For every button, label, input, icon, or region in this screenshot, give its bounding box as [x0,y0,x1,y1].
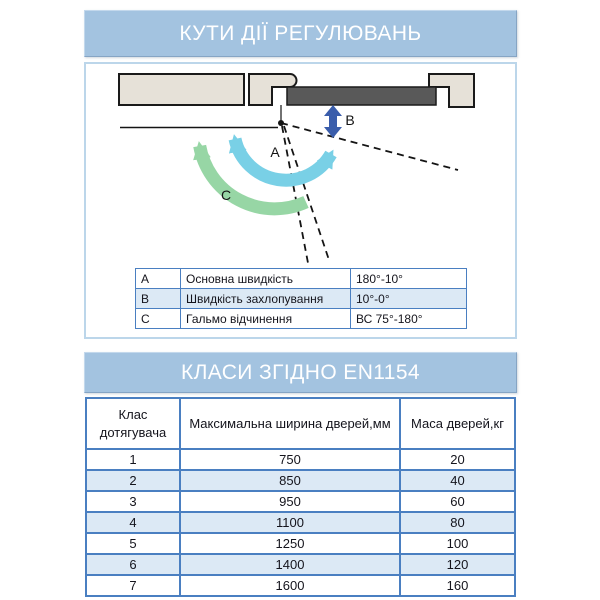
classes-section-title: КЛАСИ ЗГІДНО EN1154 [84,352,517,393]
classes-row [86,470,515,491]
classes-cell: 2 [86,470,180,491]
diagram-label-a: A [270,144,280,160]
classes-table-body [86,449,515,596]
en1154-classes-table [85,397,516,597]
classes-cell: 120 [400,554,515,575]
classes-table-wrap [85,397,516,597]
classes-cell: 850 [180,470,400,491]
wall-left [119,74,244,105]
legend-row [136,289,467,309]
classes-cell: 5 [86,533,180,554]
legend-cell: A [136,269,181,289]
classes-cell: 80 [400,512,515,533]
header-class: Клас дотягувача [86,398,180,449]
classes-cell: 1600 [180,575,400,596]
closed-angle-dashed-line-1 [282,126,308,263]
classes-cell: 4 [86,512,180,533]
legend-cell: 10°-0° [351,289,467,309]
latch-angle-dashed-line [281,123,458,170]
classes-cell: 1250 [180,533,400,554]
classes-row [86,449,515,470]
header-max-width: Максимальна ширина дверей,мм [180,398,400,449]
classes-row [86,491,515,512]
diagram-label-b: B [345,112,355,128]
classes-cell: 950 [180,491,400,512]
arrow-a-arc [235,139,331,180]
legend-row [136,269,467,289]
classes-cell: 40 [400,470,515,491]
classes-cell: 100 [400,533,515,554]
diagram-label-c: C [220,187,232,203]
legend-cell: Основна швидкість [181,269,351,289]
classes-row [86,533,515,554]
classes-cell: 3 [86,491,180,512]
classes-cell: 1400 [180,554,400,575]
angles-section-title: КУТИ ДІЇ РЕГУЛЮВАНЬ [84,10,517,57]
door-leaf [287,87,436,105]
legend-cell: Гальмо відчинення [181,309,351,329]
classes-cell: 160 [400,575,515,596]
classes-cell: 60 [400,491,515,512]
legend-cell: Швидкість захлопування [181,289,351,309]
legend-cell: C [136,309,181,329]
angles-diagram-panel [84,62,517,339]
legend-row [136,309,467,329]
closed-angle-dashed-line-2 [284,126,329,260]
classes-cell: 750 [180,449,400,470]
legend-cell: ВС 75°-180° [351,309,467,329]
header-mass: Маса дверей,кг [400,398,515,449]
page [84,0,517,600]
classes-cell: 7 [86,575,180,596]
classes-cell: 20 [400,449,515,470]
classes-row [86,554,515,575]
adjustments-legend-table [135,268,467,329]
classes-header-row [86,398,515,449]
legend-table-body [136,269,467,329]
legend-cell: B [136,289,181,309]
classes-cell: 1100 [180,512,400,533]
classes-row [86,512,515,533]
classes-cell: 1 [86,449,180,470]
arrow-b-double [324,105,342,138]
classes-row [86,575,515,596]
classes-cell: 6 [86,554,180,575]
legend-cell: 180°-10° [351,269,467,289]
